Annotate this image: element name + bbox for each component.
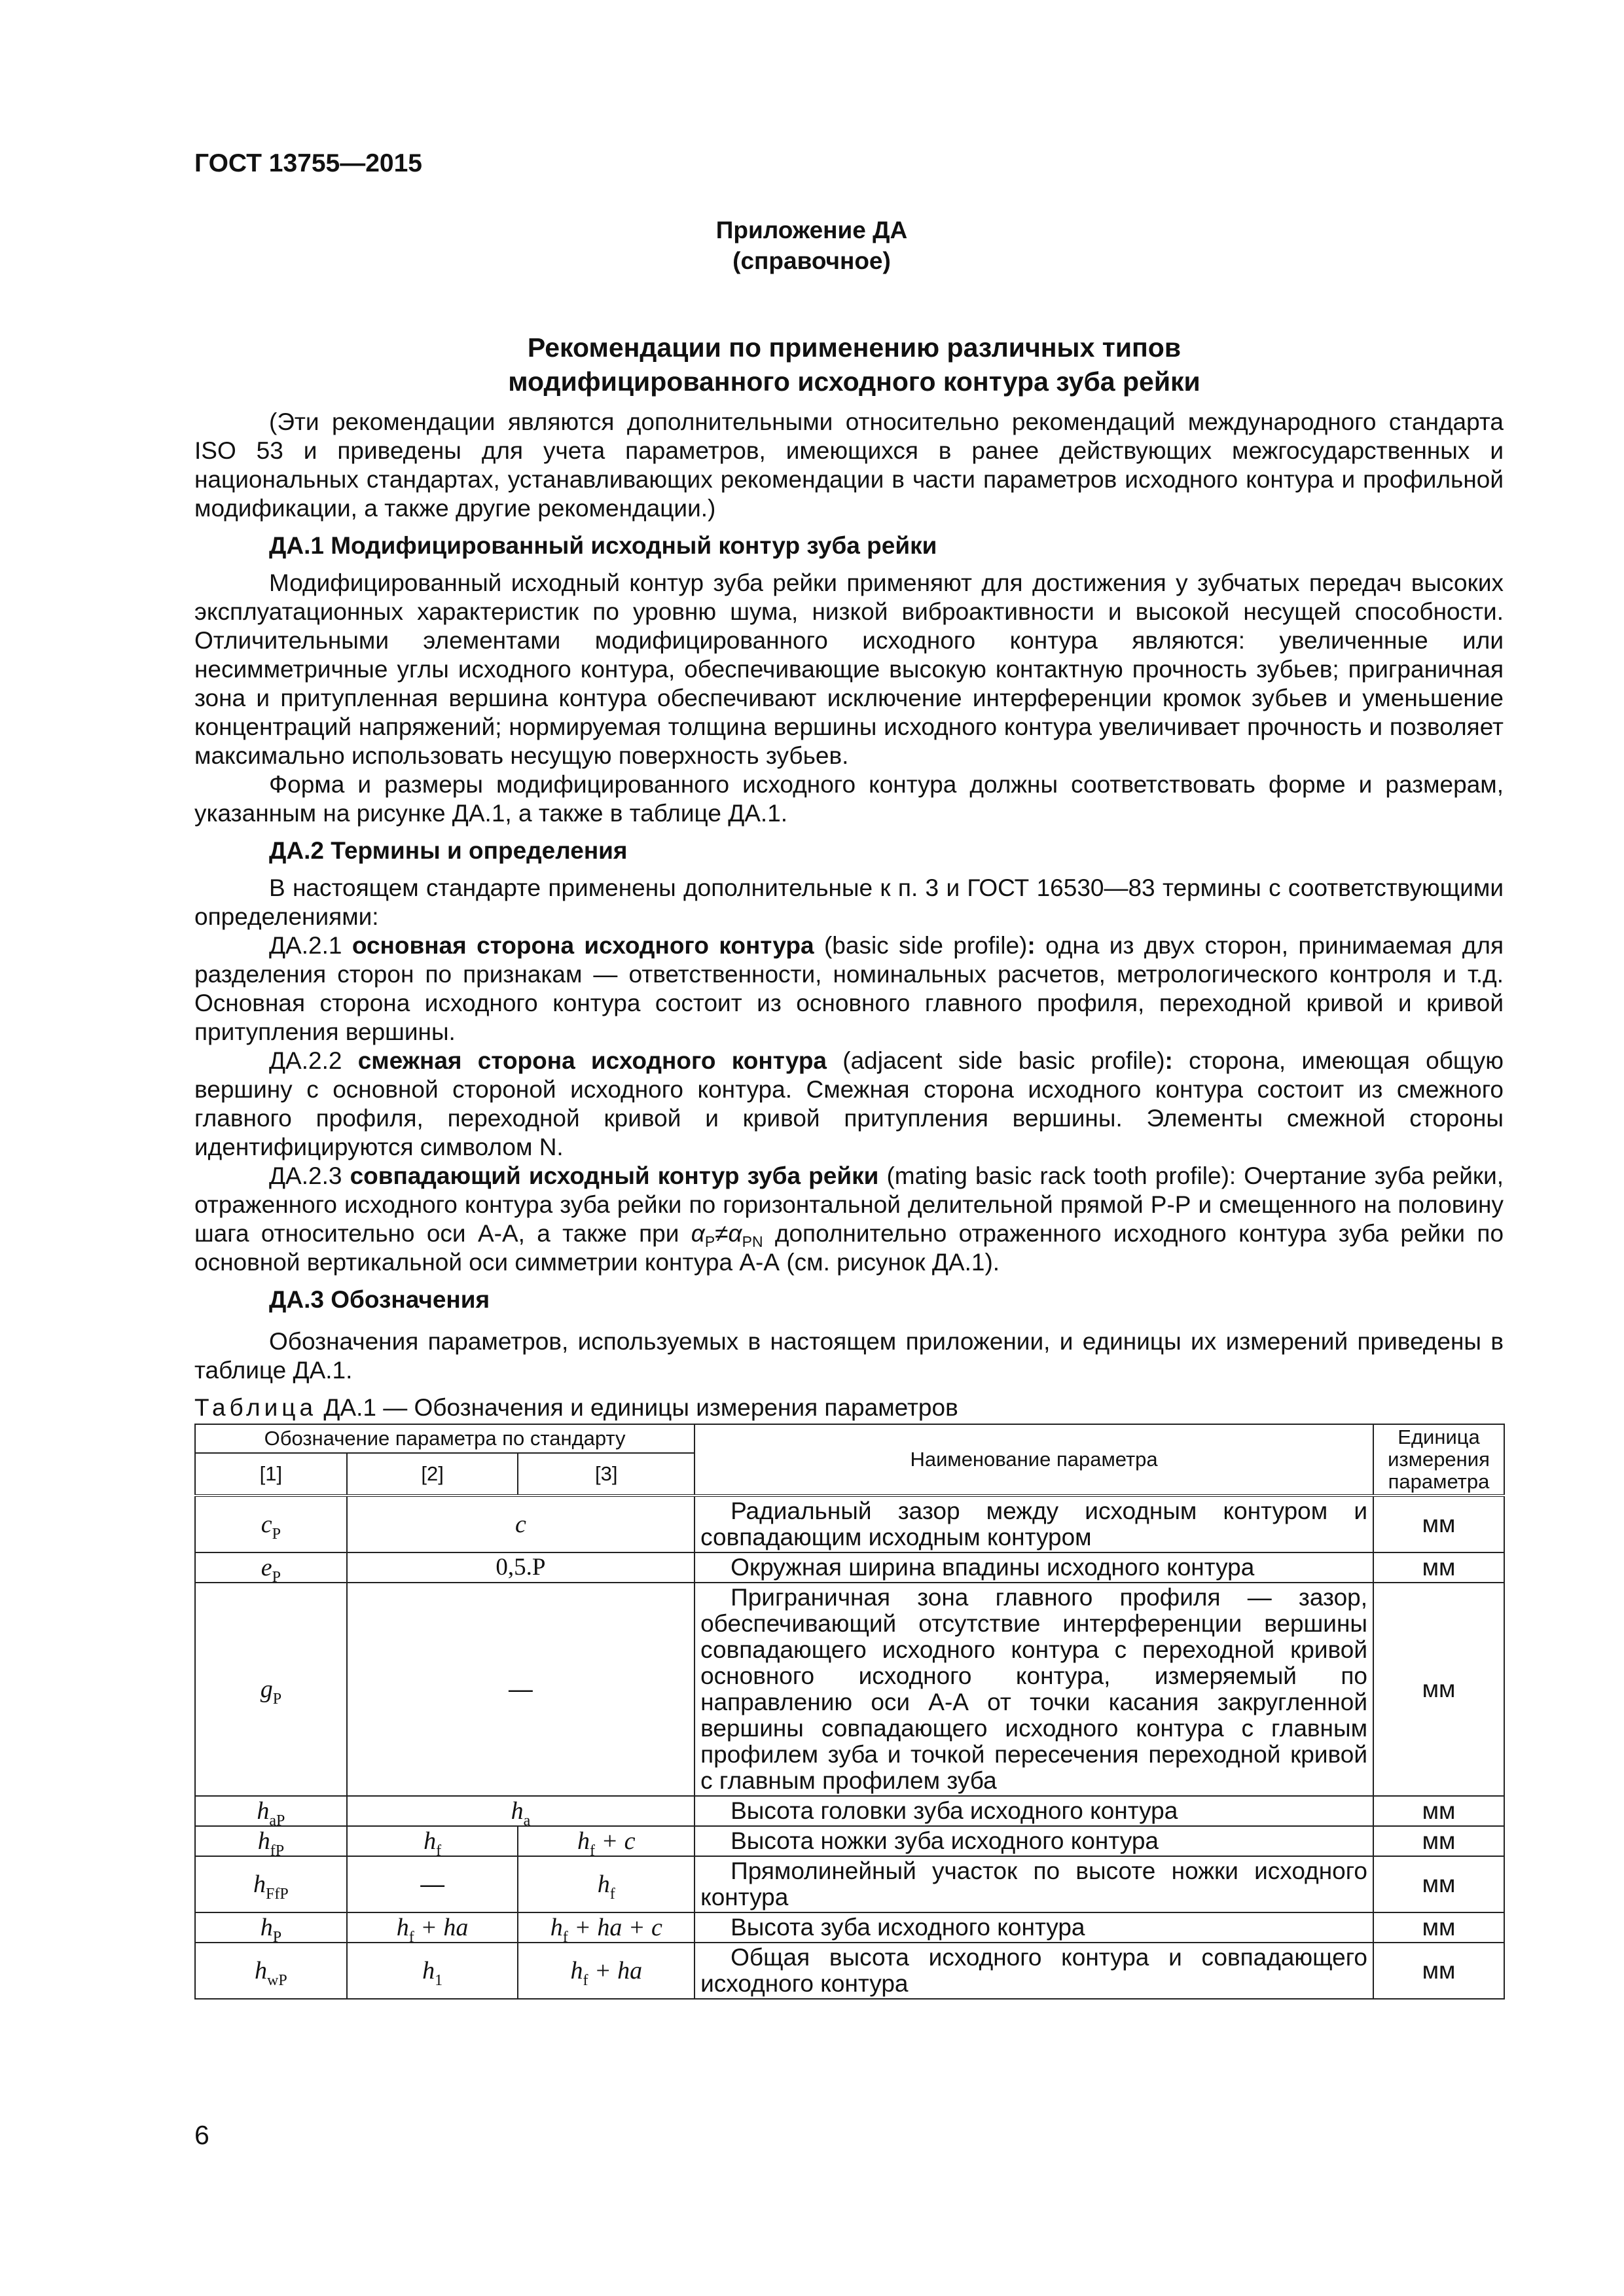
unit-cell: мм: [1373, 1552, 1504, 1583]
document-header: ГОСТ 13755—2015: [194, 149, 422, 177]
document-body: [194, 408, 1504, 2000]
section-2-paragraph-1: В настоящем стандарте применены дополнительные к п. 3 и ГОСТ 16530—83 термины с соответствующими определениями:: [194, 874, 1504, 930]
header-std-1: [1]: [195, 1453, 347, 1496]
symbol: c: [514, 1511, 526, 1538]
unit-cell: мм: [1373, 1912, 1504, 1943]
appendix-title: Приложение ДА: [715, 217, 908, 243]
parameter-name: Высота ножки зуба исходного контура: [695, 1826, 1373, 1856]
definition-2-3: ДА.2.3 совпадающий исходный контур зуба рейки (mating basic rack tooth profile): Очертание зуба рейки, отраженного исходного контура зуба рейки по горизонтальной делительной прямой Р-Р и смещенного на половину шага относительно оси А-А, а также при $\alpha_P\ne\alpha_{PN}$ дополнительно отраженного исходного контура зуба рейки по основной вертикальной оси симметрии контура А-А (см. рисунок ДА.1).: [194, 1162, 1504, 1276]
parameter-name: Радиальный зазор между исходным контуром и совпадающим исходным контуром: [695, 1496, 1373, 1552]
table-row: [195, 1552, 1504, 1583]
symbol: $h_{wP}$: [255, 1957, 287, 1989]
symbol: $h_a$: [511, 1797, 531, 1829]
appendix-label: [576, 215, 1047, 276]
table-row: [195, 1826, 1504, 1856]
section-3-paragraph-1: Обозначения параметров, используемых в настоящем приложении, и единицы их измерений приведены в таблице ДА.1.: [194, 1328, 1504, 1384]
symbol: $h_1$: [422, 1957, 443, 1989]
parameter-name: Общая высота исходного контура и совпадающего исходного контура: [695, 1943, 1373, 1999]
definition-term: совпадающий исходный контур зуба рейки: [350, 1162, 879, 1189]
symbol: $h_f + c$: [577, 1827, 636, 1859]
parameter-name: Высота головки зуба исходного контура: [695, 1796, 1373, 1826]
symbol: —: [347, 1583, 695, 1796]
title-line-1: Рекомендации по применению различных типов: [527, 332, 1182, 363]
unit-cell: мм: [1373, 1826, 1504, 1856]
section-1-paragraph-2: Форма и размеры модифицированного исходного контура должны соответствовать форме и размерам, указанным на рисунке ДА.1, а также в таблице ДА.1.: [194, 771, 1504, 827]
unit-cell: мм: [1373, 1943, 1504, 1999]
symbol: $h_{fP}$: [257, 1827, 285, 1859]
header-std-3: [3]: [518, 1453, 695, 1496]
symbol: $h_f$ + ha + c: [550, 1914, 662, 1946]
parameter-name: Прямолинейный участок по высоте ножки исходного контура: [695, 1856, 1373, 1912]
parameter-name: Приграничная зона главного профиля — зазор, обеспечивающий отсутствие интерференции вершины совпадающего исходного контура с переходной кривой основного исходного контура, измеряемый по направлению оси А-А от точки касания закругленной вершины совпадающего исходного контура с главным профилем зуба и точкой пересечения переходной кривой с главным профилем зуба: [695, 1583, 1373, 1796]
intro-paragraph: (Эти рекомендации являются дополнительными относительно рекомендаций международного стандарта ISO 53 и приведены для учета параметров, имеющихся в ранее действующих межгосударственных и национальных стандартах, устанавливающих рекомендации в части параметров исходного контура и профильной модификации, а также другие рекомендации.): [194, 408, 1504, 522]
symbol: $h_P$: [260, 1914, 282, 1946]
table-row: [195, 1583, 1504, 1796]
symbol: $g_P$: [260, 1676, 282, 1708]
section-heading-2: ДА.2 Термины и определения: [269, 837, 628, 864]
symbol: $c_P$: [261, 1511, 281, 1543]
symbol: $h_f$: [424, 1827, 442, 1859]
symbol: $h_{FfP}$: [253, 1871, 289, 1903]
symbol: $h_f$ + ha: [396, 1914, 469, 1946]
header-std-2: [2]: [347, 1453, 518, 1496]
definition-2-2: ДА.2.2 смежная сторона исходного контура (adjacent side basic profile): сторона, имеющая общую вершину с основной стороной исходного контура. Смежная сторона исходного контура состоит из смежного главного профиля, переходной кривой и кривой притупления вершины. Элементы смежной стороны идентифицируются символом N.: [194, 1047, 1504, 1160]
symbol: $e_P$: [261, 1554, 281, 1586]
parameters-table: [194, 1424, 1505, 2000]
symbol: —: [347, 1856, 518, 1912]
symbol: $h_f$: [597, 1871, 615, 1903]
table-row: [195, 1796, 1504, 1826]
table-header-row: [195, 1424, 1504, 1453]
unit-cell: мм: [1373, 1496, 1504, 1552]
appendix-type: (справочное): [732, 247, 891, 274]
section-heading-3: ДА.3 Обозначения: [269, 1286, 490, 1313]
definition-term: основная сторона исходного контура: [352, 932, 814, 959]
unit-cell: мм: [1373, 1856, 1504, 1912]
header-unit: Единица измерения параметра: [1373, 1424, 1504, 1496]
section-title: [340, 331, 1368, 399]
table-row: [195, 1912, 1504, 1943]
title-line-2: модифицированного исходного контура зуба рейки: [508, 367, 1200, 397]
table-row: [195, 1943, 1504, 1999]
header-parameter-name: Наименование параметра: [695, 1424, 1373, 1496]
definition-term: смежная сторона исходного контура: [357, 1047, 827, 1074]
symbol: 0,5.P: [347, 1552, 695, 1583]
definition-2-1: ДА.2.1 основная сторона исходного контура (basic side profile): одна из двух сторон, принимаемая для разделения сторон по признакам — ответственности, номинальных расчетов, метрологического контроля и т.д. Основная сторона исходного контура состоит из основного главного профиля, переходной кривой и кривой притупления вершины.: [194, 932, 1504, 1045]
parameter-name: Окружная ширина впадины исходного контура: [695, 1552, 1373, 1583]
header-standard-designation: Обозначение параметра по стандарту: [195, 1424, 695, 1453]
section-1-paragraph-1: Модифицированный исходный контур зуба рейки применяют для достижения у зубчатых передач высоких эксплуатационных характеристик по уровню шума, низкой виброактивности и высокой несущей способности. Отличительными элементами модифицированного исходного контура являются: увеличенные или несимметричные углы исходного контура, обеспечивающие высокую контактную прочность зубьев; приграничная зона и притупленная вершина контура обеспечивают исключение интерференции кромок зубьев и уменьшение концентраций напряжений; нормируемая толщина вершины исходного контура увеличивает прочность и позволяет максимально использовать несущую поверхность зубьев.: [194, 569, 1504, 769]
symbol: $h_f$ + ha: [570, 1957, 643, 1989]
unit-cell: мм: [1373, 1796, 1504, 1826]
section-heading-1: ДА.1 Модифицированный исходный контур зуба рейки: [269, 532, 937, 559]
parameter-name: Высота зуба исходного контура: [695, 1912, 1373, 1943]
page-number: 6: [194, 2120, 209, 2150]
symbol: $h_{aP}$: [257, 1797, 285, 1829]
table-row: [195, 1856, 1504, 1912]
unit-cell: мм: [1373, 1583, 1504, 1796]
table-caption: Таблица ДА.1 — Обозначения и единицы измерения параметров: [194, 1394, 958, 1421]
table-row: [195, 1496, 1504, 1552]
